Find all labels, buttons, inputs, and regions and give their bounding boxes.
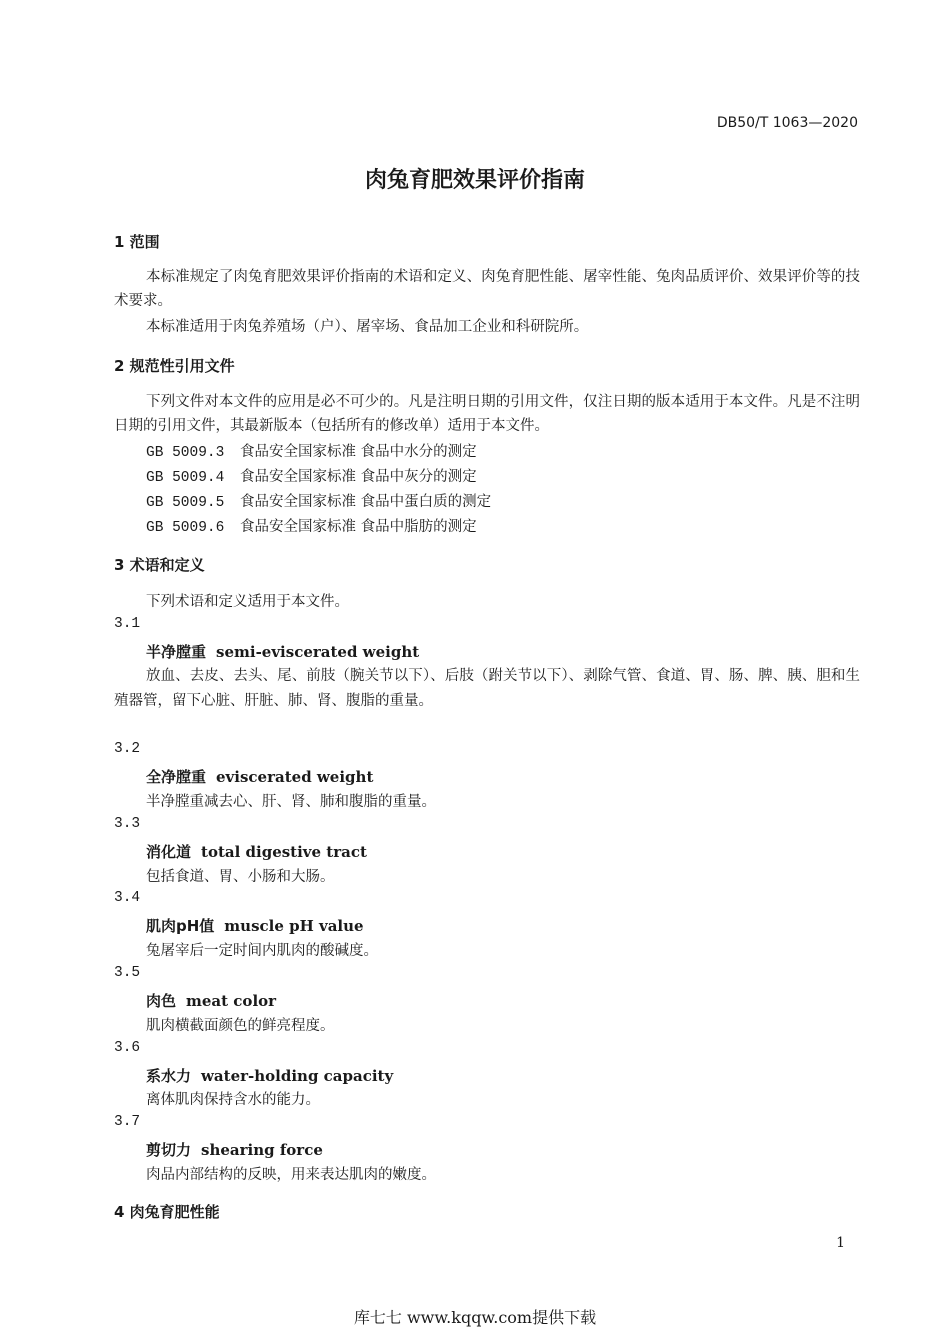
- term-title: [146, 990, 276, 1011]
- term-definition: 肌肉横截面颜色的鲜亮程度。: [146, 1018, 335, 1034]
- section-3-intro: 下列术语和定义适用于本文件。: [146, 594, 349, 610]
- term-en: meat color: [186, 992, 277, 1010]
- term-definition: 半净膛重减去心、肝、肾、肺和腹脂的重量。: [146, 794, 436, 810]
- section-2-intro: 下列文件对本文件的应用是必不可少的。凡是注明日期的引用文件，仅注日期的版本适用于本文件。凡是不注明日期的引用文件，其最新版本（包括所有的修改单）适用于本文件。: [114, 394, 860, 434]
- reference-item: [146, 465, 477, 486]
- download-footer: 库七七 www.kqqw.com提供下载: [353, 1308, 597, 1327]
- term-title: [146, 641, 419, 662]
- term-definition: 兔屠宰后一定时间内肌肉的酸碱度。: [146, 943, 378, 959]
- section-1-paragraph-1: 本标准规定了肉兔育肥效果评价指南的术语和定义、肉兔育肥性能、屠宰性能、兔肉品质评价、效果评价等的技术要求。: [114, 269, 860, 309]
- term-title: [146, 841, 367, 862]
- term-number: 3.6: [114, 1040, 141, 1056]
- reference-title: 食品安全国家标准 食品中水分的测定: [240, 444, 477, 460]
- reference-title: 食品安全国家标准 食品中蛋白质的测定: [240, 494, 492, 510]
- reference-code: GB 5009.3: [146, 445, 225, 461]
- term-en: semi-eviscerated weight: [216, 643, 420, 661]
- term-definition: 离体肌肉保持含水的能力。: [146, 1092, 320, 1108]
- term-definition: 包括食道、胃、小肠和大肠。: [146, 869, 335, 885]
- term-number: 3.2: [114, 741, 141, 757]
- term-zh: 全净膛重: [146, 768, 207, 786]
- term-number: 3.1: [114, 616, 141, 632]
- term-title: [146, 1139, 323, 1160]
- document-title: 肉兔育肥效果评价指南: [364, 168, 585, 193]
- term-definition: 放血、去皮、去头、尾、前肢（腕关节以下）、后肢（跗关节以下）、剥除气管、食道、胃、肠、脾、胰、胆和生殖器管，留下心脏、肝脏、肺、肾、腹脂的重量。: [114, 668, 860, 709]
- reference-code: GB 5009.4: [146, 470, 225, 486]
- reference-title: 食品安全国家标准 食品中灰分的测定: [240, 469, 477, 485]
- term-title: [146, 1065, 393, 1086]
- standard-code: DB50/T 1063—2020: [716, 115, 858, 131]
- reference-item: [146, 440, 477, 461]
- term-zh: 剪切力: [146, 1141, 192, 1159]
- term-number: 3.3: [114, 816, 141, 832]
- term-en: water-holding capacity: [201, 1067, 394, 1085]
- term-en: eviscerated weight: [216, 768, 374, 786]
- term-title: [146, 915, 364, 936]
- term-en: total digestive tract: [201, 843, 367, 861]
- page-number: 1: [836, 1235, 845, 1251]
- term-zh: 系水力: [146, 1067, 192, 1085]
- section-4-heading: 4 肉兔育肥性能: [114, 1203, 220, 1221]
- term-zh: 肌肉pH值: [146, 917, 215, 935]
- term-definition: 肉品内部结构的反映，用来表达肌肉的嫩度。: [146, 1167, 436, 1183]
- term-number: 3.7: [114, 1114, 141, 1130]
- term-zh: 消化道: [146, 843, 192, 861]
- reference-item: [146, 515, 477, 536]
- term-number: 3.5: [114, 965, 141, 981]
- reference-item: [146, 490, 491, 511]
- term-zh: 半净膛重: [146, 643, 207, 661]
- reference-title: 食品安全国家标准 食品中脂肪的测定: [240, 519, 477, 535]
- term-zh: 肉色: [146, 992, 177, 1010]
- section-3-heading: 3 术语和定义: [114, 556, 205, 574]
- term-en: shearing force: [201, 1141, 323, 1159]
- term-title: [146, 766, 373, 787]
- term-en: muscle pH value: [224, 917, 364, 935]
- section-1-paragraph-2: 本标准适用于肉兔养殖场（户）、屠宰场、食品加工企业和科研院所。: [146, 319, 589, 335]
- reference-code: GB 5009.5: [146, 495, 225, 511]
- section-1-heading: 1 范围: [114, 233, 160, 251]
- reference-code: GB 5009.6: [146, 520, 225, 536]
- section-2-heading: 2 规范性引用文件: [114, 357, 235, 375]
- term-number: 3.4: [114, 890, 141, 906]
